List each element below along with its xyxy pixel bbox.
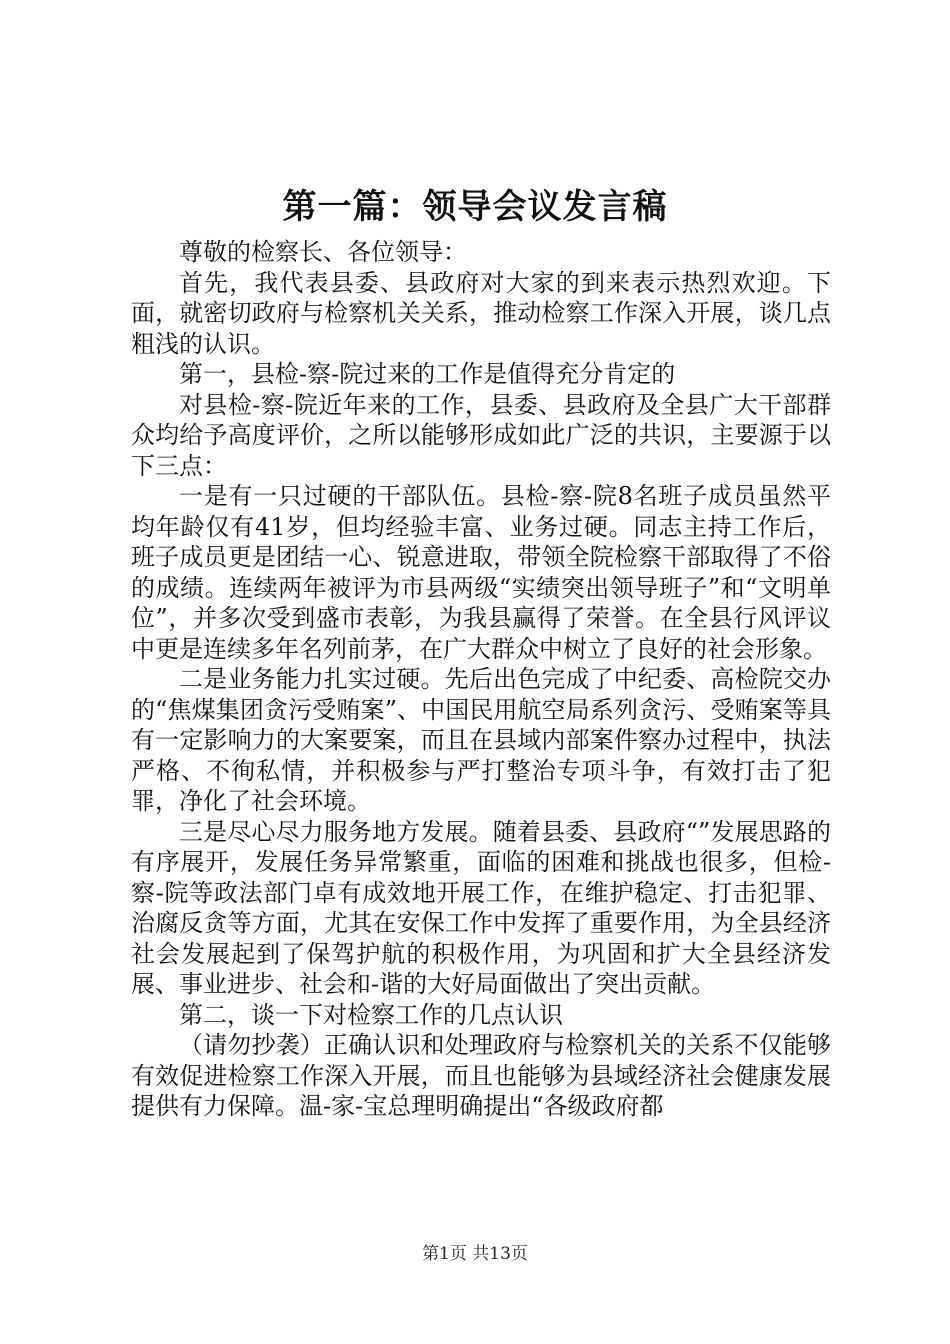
paragraph-point-two: 二是业务能力扎实过硬。先后出色完成了中纪委、高检院交办的“焦煤集团贪污受贿案”、中国民用航空局系列贪污、受贿案等具有一定影响力的大案要案，而且在县域内部案件察办过程中，执法严格、不徇私情，并积极参与严打整治专项斗争，有效打击了犯罪，净化了社会环境。 (131, 665, 831, 815)
paragraph-opening: 首先，我代表县委、县政府对大家的到来表示热烈欢迎。下面，就密切政府与检察机关关系，推动检察工作深入开展，谈几点粗浅的认识。 (131, 268, 831, 358)
document-body (131, 237, 831, 1122)
document-title: 第一篇：领导会议发言稿 (282, 187, 668, 227)
paragraph-first-intro: 对县检-察-院近年来的工作，县委、县政府及全县广大干部群众均给予高度评价，之所以能够形成如此广泛的共识，主要源于以下三点： (131, 390, 831, 480)
page-footer: 第1页 共13页 (422, 1244, 528, 1264)
paragraph-salutation: 尊敬的检察长、各位领导： (179, 238, 467, 266)
paragraph-point-three: 三是尽心尽力服务地方发展。随着县委、县政府“”发展思路的有序展开，发展任务异常繁重，面临的困难和挑战也很多，但检-察-院等政法部门卓有成效地开展工作，在维护稳定、打击犯罪、治腐反贪等方面，尤其在安保工作中发挥了重要作用，为全县经济社会发展起到了保驾护航的积极作用，为巩固和扩大全县经济发展、事业进步、社会和-谐的大好局面做出了突出贡献。 (131, 817, 831, 998)
paragraph-second-intro: （请勿抄袭）正确认识和处理政府与检察机关的关系不仅能够有效促进检察工作深入开展，而且也能够为县域经济社会健康发展提供有力保障。温-家-宝总理明确提出“各级政府都 (131, 1031, 831, 1120)
paragraph-point-one: 一是有一只过硬的干部队伍。县检-察-院8名班子成员虽然平均年龄仅有41岁，但均经验丰富、业务过硬。同志主持工作后，班子成员更是团结一心、锐意进取，带领全院检察干部取得了不俗的成绩。连续两年被评为市县两级“实绩突出领导班子”和“文明单位”，并多次受到盛市表彰，为我县赢得了荣誉。在全县行风评议中更是连续多年名列前茅，在广大群众中树立了良好的社会形象。 (131, 482, 831, 663)
paragraph-heading-second: 第二，谈一下对检察工作的几点认识 (179, 1000, 563, 1029)
paragraph-heading-first: 第一，县检-察-院过来的工作是值得充分肯定的 (179, 360, 676, 388)
